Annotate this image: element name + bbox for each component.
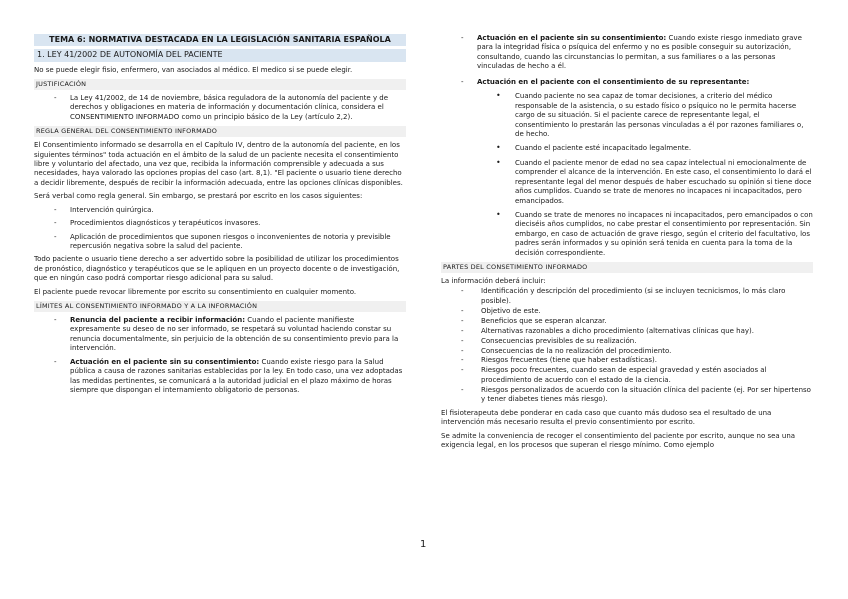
section-heading-ley: 1. LEY 41/2002 DE AUTONOMÍA DEL PACIENTE bbox=[34, 49, 406, 62]
list-item: - Beneficios que se esperan alcanzar. bbox=[441, 317, 813, 326]
list-item bbox=[34, 358, 406, 396]
bullet-item: • Cuando se trate de menores no incapaces ni incapacitados, pero emancipados o con dieciséis años cumplidos, no cabe prestar el consentimiento por representación. Sin embargo, en caso de actuación de grave riesgo, según el criterio del facultativo, los padres serán informados y su opinión será tenida en cuenta para la toma de la decisión correspondiente. bbox=[441, 211, 813, 258]
right-column bbox=[441, 34, 813, 450]
list-item: - Procedimientos diagnósticos y terapéuticos invasores. bbox=[34, 219, 406, 228]
regla-paragraph-2: Será verbal como regla general. Sin embargo, se prestará por escrito en los casos siguientes: bbox=[34, 192, 363, 201]
partes-intro: La información deberá incluir: bbox=[441, 276, 546, 285]
bullet-item: • Cuando paciente no sea capaz de tomar decisiones, a criterio del médico responsable de la asistencia, o su estado físico o psíquico no le permita hacerse cargo de su situación. Si el paciente carece de representante legal, el consentimiento lo prestarán las personas vinculadas a él por razones familiares o, de hecho. bbox=[441, 92, 813, 139]
limites-list-continued bbox=[441, 34, 813, 87]
subheading-justificacion: JUSTIFICACIÓN bbox=[34, 79, 406, 90]
regla-paragraph-4: El paciente puede revocar libremente por escrito su consentimiento en cualquier momento. bbox=[34, 287, 357, 296]
limites-list bbox=[34, 316, 406, 396]
list-item bbox=[441, 78, 813, 87]
partes-paragraph-2: Se admite la conveniencia de recoger el consentimiento del paciente por escrito, aunque no sea una exigencia legal, en los procesos que superan el riesgo mínimo. Como ejemplo bbox=[441, 431, 796, 449]
subheading-limites: LÍMITES AL CONSENTIMIENTO INFORMADO Y A LA INFORMACIÓN bbox=[34, 301, 406, 312]
item-text: Cuando el paciente manifieste expresamente su deseo de no ser informado, se respetará su voluntad haciendo constar su renuncia documentalmente, sin perjuicio de la obtención de su consentimiento previo para la intervención. bbox=[70, 315, 399, 353]
list-item: - Identificación y descripción del procedimiento (si se incluyen tecnicismos, lo más claro posible). bbox=[441, 287, 813, 306]
list-item: - Riesgos frecuentes (tiene que haber estadísticas). bbox=[441, 356, 813, 365]
partes-list bbox=[441, 287, 813, 404]
intro-paragraph: No se puede elegir fisio, enfermero, van asociados al médico. El medico si se puede elegir. bbox=[34, 65, 353, 74]
subheading-partes: PARTES DEL CONSETIMIENTO INFORMADO bbox=[441, 262, 813, 273]
justificacion-list bbox=[34, 94, 406, 122]
item-title: Actuación en el paciente con el consentimiento de su representante: bbox=[477, 77, 750, 86]
bullet-item: • Cuando el paciente menor de edad no sea capaz intelectual ni emocionalmente de comprender el alcance de la intervención. En este caso, el consentimiento lo dará el representante legal del menor después de haber escuchado su opinión si tiene doce años cumplidos. Cuando se trate de menores no incapaces ni incapacitados, pero emancipados. bbox=[441, 159, 813, 206]
page-number: 1 bbox=[420, 539, 427, 550]
representante-bullets bbox=[441, 92, 813, 258]
item-title: Actuación en el paciente sin su consentimiento: bbox=[70, 357, 260, 366]
list-item: - Riesgos poco frecuentes, cuando sean de especial gravedad y estén asociados al procedimiento de acuerdo con el estado de la ciencia. bbox=[441, 366, 813, 385]
item-text: Cuando existe riesgo para la Salud pública a causa de razones sanitarias establecidas por la ley. En todo caso, una vez adoptadas las medidas pertinentes, se comunicará a la autoridad judicial en el plazo máximo de horas siempre que dispongan el internamiento obligatorio de personas. bbox=[70, 357, 403, 395]
page-title: TEMA 6: NORMATIVA DESTACADA EN LA LEGISLACIÓN SANITARIA ESPAÑOLA bbox=[34, 34, 406, 46]
list-item: - Consecuencias de la no realización del procedimiento. bbox=[441, 347, 813, 356]
list-item: - Objetivo de este. bbox=[441, 307, 813, 316]
list-item: - Aplicación de procedimientos que suponen riesgos o inconvenientes de notoria y previsible repercusión negativa sobre la salud del paciente. bbox=[34, 233, 406, 252]
list-item bbox=[34, 316, 406, 354]
list-item: - La Ley 41/2002, de 14 de noviembre, básica reguladora de la autonomía del paciente y de derechos y obligaciones en materia de información y documentación clínica, considera el CONSENTIMIENTO INFORMADO como un principio básico de la Ley (artículo 2,2). bbox=[34, 94, 406, 122]
item-title: Renuncia del paciente a recibir información: bbox=[70, 315, 245, 324]
regla-paragraph-1: El Consentimiento informado se desarrolla en el Capítulo IV, dentro de la autonomía del paciente, en los siguientes términos" toda actuación en el ámbito de la salud de un paciente necesita el consentimiento libre y voluntario del afectado, una vez que, recibida la información comprensible y adecuada a sus necesidades, haya valorado las opciones propias del caso (art. 8,1). "El paciente o usuario tiene derecho a decidir libremente, después de recibir la información adecuada, entre las opciones clínicas disponibles. bbox=[34, 141, 403, 187]
list-item: - Riesgos personalizados de acuerdo con la situación clínica del paciente (ej. Por ser hipertenso y tener diabetes tienes más riesgo). bbox=[441, 386, 813, 405]
casos-escritos-list bbox=[34, 206, 406, 252]
item-title: Actuación en el paciente sin su consentimiento: bbox=[477, 34, 667, 42]
regla-paragraph-3: Todo paciente o usuario tiene derecho a ser advertido sobre la posibilidad de utilizar los procedimientos de pronóstico, diagnóstico y terapéuticos que se le apliquen en un proyecto docente o de investigación, que en ningún caso podrá comportar riesgo adicional para su salud. bbox=[34, 255, 400, 283]
list-item bbox=[441, 34, 813, 72]
bullet-item: • Cuando el paciente esté incapacitado legalmente. bbox=[441, 144, 813, 153]
list-item: - Intervención quirúrgica. bbox=[34, 206, 406, 215]
left-column bbox=[34, 34, 406, 395]
item-text: Cuando existe riesgo inmediato grave para la integridad física o psíquica del enfermo y no es posible conseguir su autorización, consultando, cuando las circunstancias lo permitan, a sus familiares o a las personas vinculadas de hecho a él. bbox=[477, 34, 802, 71]
list-item: - Consecuencias previsibles de su realización. bbox=[441, 337, 813, 346]
partes-paragraph-1: El fisioterapeuta debe ponderar en cada caso que cuanto más dudoso sea el resultado de una intervención más necesario resulta el previo consentimiento por escrito. bbox=[441, 408, 772, 427]
list-item: - Alternativas razonables a dicho procedimiento (alternativas clínicas que hay). bbox=[441, 327, 813, 336]
subheading-regla-general: REGLA GENERAL DEL CONSENTIMIENTO INFORMADO bbox=[34, 126, 406, 137]
